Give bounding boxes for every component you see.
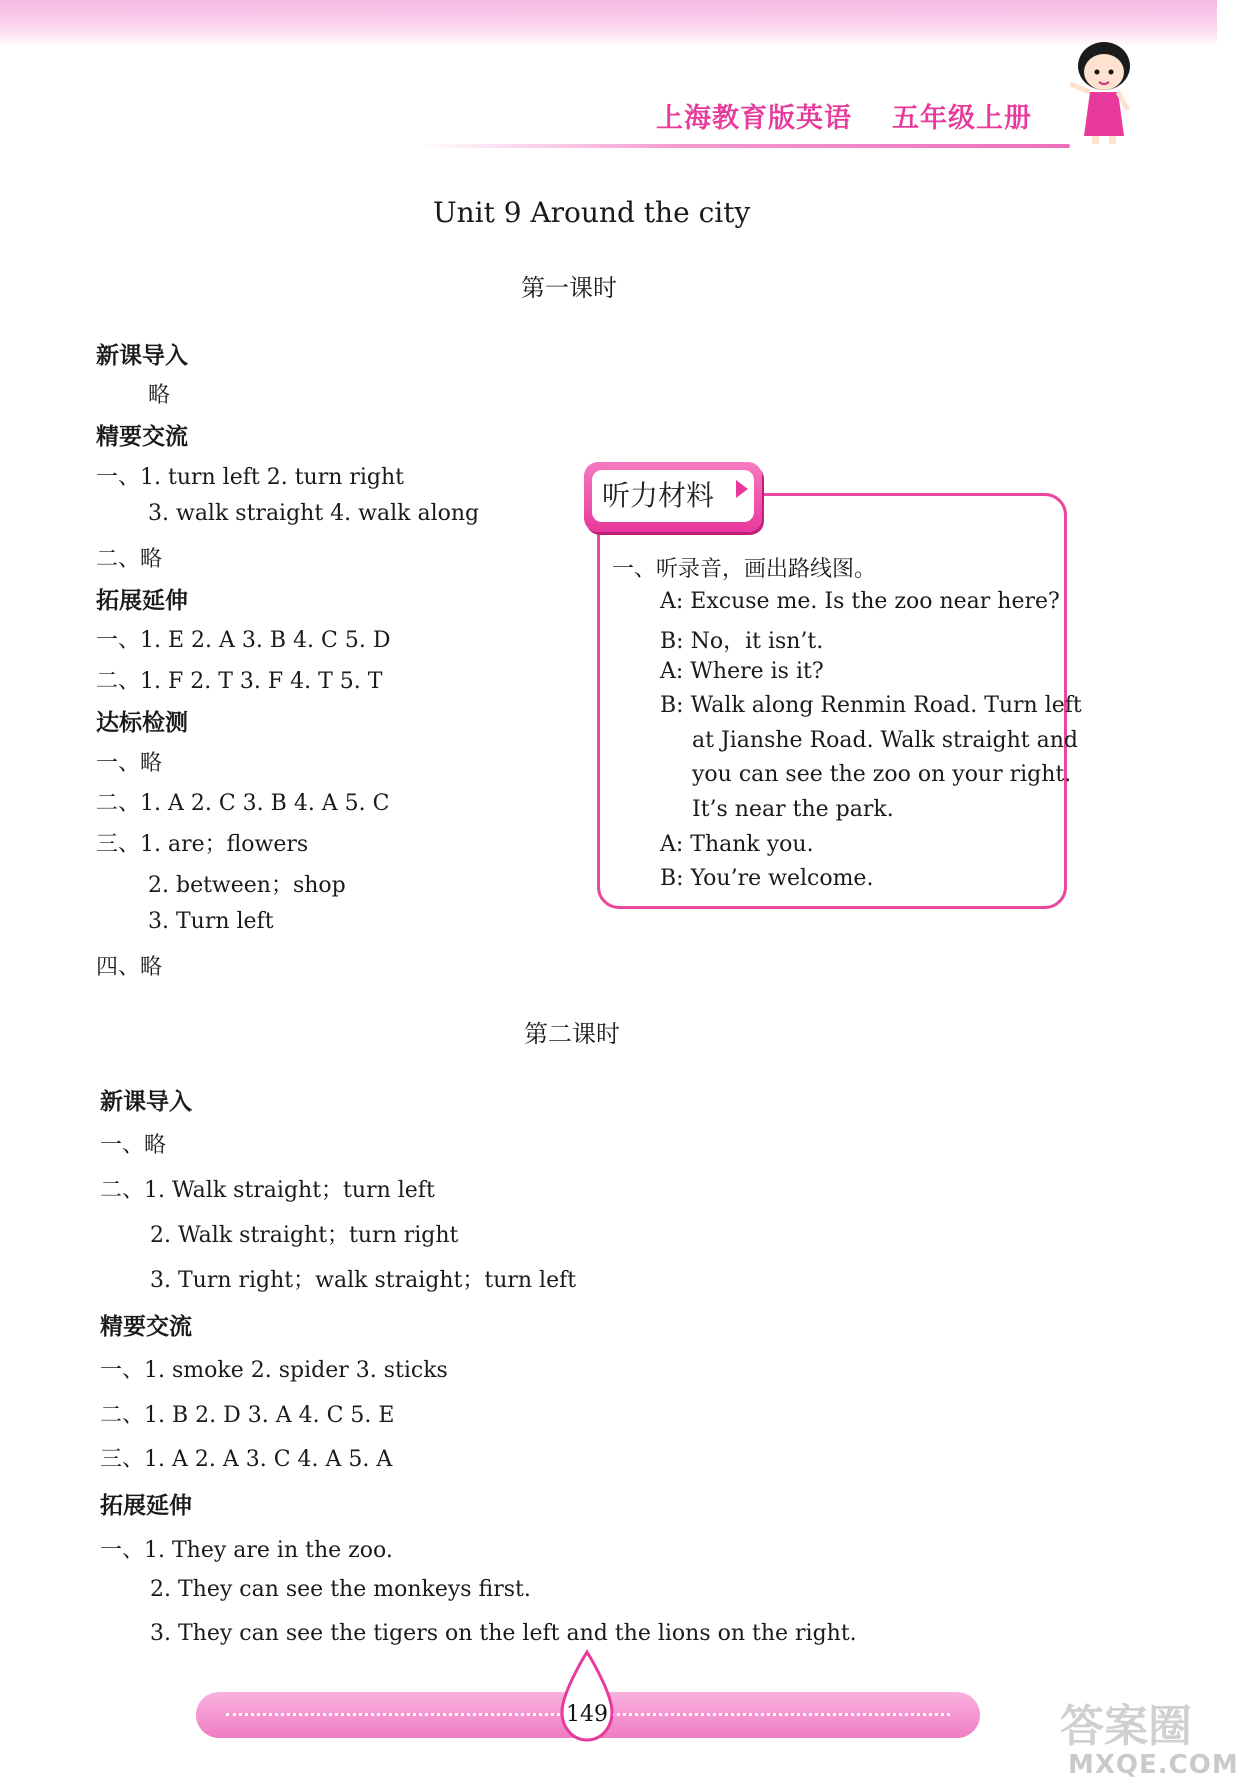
answer-line: 略 — [148, 383, 171, 408]
section-heading: 拓展延伸 — [100, 1493, 192, 1519]
watermark-url: MXQE.COM — [1068, 1750, 1239, 1780]
grade-title: 五年级上册 — [892, 103, 1032, 134]
answer-line: 一、1. E 2. A 3. B 4. C 5. D — [96, 628, 391, 653]
lesson2-title: 第二课时 — [524, 1020, 620, 1048]
header-band — [0, 0, 1217, 46]
section-heading: 新课导入 — [100, 1089, 192, 1115]
section-heading: 精要交流 — [100, 1314, 192, 1340]
answer-line: 三、1. A 2. A 3. C 4. A 5. A — [100, 1447, 393, 1472]
answer-line: 一、1. smoke 2. spider 3. sticks — [100, 1358, 448, 1383]
dialogue-line: B: You’re welcome. — [660, 866, 874, 891]
section-heading: 新课导入 — [96, 343, 188, 369]
dialogue-line: It’s near the park. — [692, 797, 894, 822]
book-title: 上海教育版英语 — [656, 103, 852, 134]
answer-line: 二、1. B 2. D 3. A 4. C 5. E — [100, 1403, 395, 1428]
page-drop-icon — [558, 1650, 616, 1742]
answer-line: 四、略 — [96, 955, 163, 980]
lesson1-title: 第一课时 — [521, 274, 617, 302]
section-heading: 达标检测 — [96, 710, 188, 736]
answer-line: 3. They can see the tigers on the left and the lions on the right. — [150, 1621, 857, 1646]
unit-title: Unit 9 Around the city — [433, 196, 751, 229]
dialogue-line: you can see the zoo on your right. — [692, 762, 1072, 787]
watermark-logo: 答案圈 — [1060, 1701, 1192, 1752]
dialogue-line: B: Walk along Renmin Road. Turn left — [660, 693, 1082, 718]
dialogue-line: at Jianshe Road. Walk straight and — [692, 728, 1078, 753]
answer-line: 2. between；shop — [148, 873, 346, 898]
page-number: 149 — [566, 1702, 608, 1727]
answer-line: 3. walk straight 4. walk along — [148, 501, 480, 526]
answer-line: 一、略 — [96, 751, 163, 776]
answer-line: 3. Turn right；walk straight；turn left — [150, 1268, 577, 1293]
answer-line: 3. Turn left — [148, 909, 274, 934]
answer-line: 二、略 — [96, 547, 163, 572]
arrow-right-icon — [736, 480, 748, 498]
listening-tab-label: 听力材料 — [592, 470, 754, 522]
answer-line: 一、1. turn left 2. turn right — [96, 465, 405, 490]
answer-line: 2. Walk straight；turn right — [150, 1223, 459, 1248]
listening-instruction: 一、听录音，画出路线图。 — [612, 557, 877, 582]
answer-line: 一、略 — [100, 1133, 167, 1158]
dialogue-line: A: Where is it? — [660, 659, 824, 684]
dialogue-line: A: Thank you. — [660, 832, 814, 857]
answer-line: 二、1. Walk straight；turn left — [100, 1178, 435, 1203]
answer-line: 三、1. are；flowers — [96, 832, 309, 857]
answer-line: 2. They can see the monkeys first. — [150, 1577, 531, 1602]
section-heading: 精要交流 — [96, 424, 188, 450]
listening-tab — [584, 462, 762, 532]
answer-line: 二、1. F 2. T 3. F 4. T 5. T — [96, 669, 383, 694]
section-heading: 拓展延伸 — [96, 588, 188, 614]
mascot-girl-icon — [1062, 26, 1142, 148]
answer-line: 一、1. They are in the zoo. — [100, 1538, 393, 1563]
dialogue-line: B: No，it isn’t. — [660, 629, 824, 654]
dialogue-line: A: Excuse me. Is the zoo near here? — [660, 589, 1060, 614]
header-divider — [420, 144, 1070, 148]
answer-line: 二、1. A 2. C 3. B 4. A 5. C — [96, 791, 390, 816]
